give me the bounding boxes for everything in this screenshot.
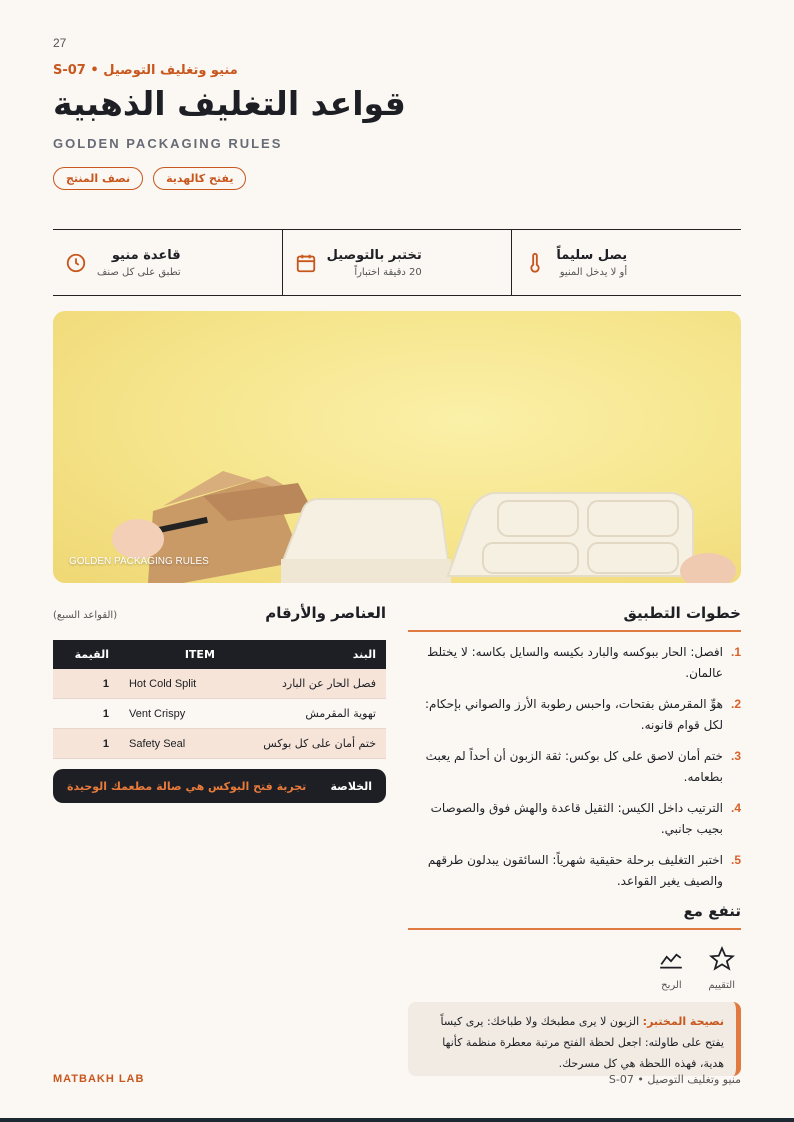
page-number: 27 [53,36,67,50]
uses-title: تنفع مع [683,902,741,920]
section-eyebrow: S-07 • منيو وتغليف التوصيل [53,63,238,78]
list-item [408,798,741,840]
step-text: ختم أمان لاصق على كل بوكس: ثقة الزبون أن أحداً لم يعبث بطعامه. [425,749,723,784]
page-subtitle: GOLDEN PACKAGING RULES [53,136,283,151]
step-number: 1. [730,645,741,659]
page-title: قواعد التغليف الذهبية [53,84,406,123]
elements-table [53,640,386,759]
stat-menu-rule [53,230,283,295]
cell-value: 1 [53,729,119,759]
stat-title: يصل سليماً [556,247,628,263]
steps-header [408,604,741,632]
list-item [408,642,741,684]
step-text: اختبر التغليف برحلة حقيقية شهرياً: السائقون يبدلون طرقهم والصيف يغير القواعد. [427,853,723,888]
summary-bar [53,769,386,803]
tag-half-product[interactable]: نصف المنتج [53,167,143,190]
stats-bar [53,229,741,296]
stat-sub: 20 دقيقة اختباراً [354,266,422,278]
cell-item-ar: تهوية المقرمش [225,699,386,729]
stat-arrives-safe [512,230,741,295]
bottom-bar [0,1118,794,1122]
steps-title: خطوات التطبيق [623,604,741,622]
use-profit[interactable] [658,946,684,991]
use-rating[interactable] [708,946,735,991]
elements-header [53,604,386,630]
footer-brand: MATBAKH LAB [53,1073,145,1085]
list-item [408,694,741,736]
profit-chart-icon [658,946,684,972]
stat-sub: تطبق على كل صنف [97,266,181,278]
cell-item-en: Vent Crispy [119,699,225,729]
thermometer-icon [524,252,546,274]
table-row [53,729,386,759]
stat-title: قاعدة منيو [111,247,181,263]
step-text: هوِّ المقرمش بفتحات، واحبس رطوبة الأرز والصواني بإحكام: لكل قوام قانونه. [425,697,723,732]
packaging-illustration [53,311,741,583]
hero-caption: GOLDEN PACKAGING RULES [69,556,209,567]
steps-list [408,642,741,892]
uses-list [408,946,741,991]
step-number: 3. [730,749,741,763]
list-item [408,850,741,892]
cell-item-en: Safety Seal [119,729,225,759]
step-number: 2. [730,697,741,711]
cell-value: 1 [53,669,119,699]
elements-note: (القواعد السبع) [53,610,118,621]
col-header-value: القيمة [53,640,119,669]
cell-item-ar: فصل الحار عن البارد [225,669,386,699]
elements-title: العناصر والأرقام [265,604,386,622]
step-text: افصل: الحار ببوكسه والبارد بكيسه والسايل بكاسه: لا يختلط عالمان. [427,645,723,680]
hero-image [53,311,741,583]
uses-header [408,902,741,930]
tip-text: الزبون لا يرى مطبخك ولا طباخك: يرى كيساً يفتح على طاولته: اجعل لحظة الفتح مرتبة معطرة منظمة كأنها هدية، فهذه اللحظة هي كل مسرحك. [440,1015,724,1070]
footer-reference: S-07 • منيو وتغليف التوصيل [608,1073,741,1086]
col-header-item-en: ITEM [119,640,225,669]
stat-sub: أو لا يدخل المنيو [559,266,628,278]
list-item [408,746,741,788]
use-label: التقييم [708,980,735,991]
table-row [53,669,386,699]
col-header-item-ar: البند [225,640,386,669]
step-text: الترتيب داخل الكيس: الثقيل قاعدة والهش فوق والصوصات بجيب جانبي. [430,801,723,836]
calendar-icon [295,252,317,274]
star-icon [709,946,735,972]
cell-item-en: Hot Cold Split [119,669,225,699]
step-number: 5. [730,853,741,867]
summary-label: الخلاصة [330,779,372,793]
tag-opens-like-gift[interactable]: يفتح كالهدية [153,167,246,190]
summary-text: تجربة فتح البوكس هي صالة مطعمك الوحيدة [67,779,307,793]
tip-label: نصيحة المختبر: [642,1015,724,1028]
clock-icon [65,252,87,274]
elements-section [53,604,386,803]
lab-tip [408,1002,741,1076]
use-label: الربح [661,980,682,991]
step-number: 4. [730,801,741,815]
cell-value: 1 [53,699,119,729]
steps-section [408,604,741,991]
table-row [53,699,386,729]
stat-delivery-test [283,230,513,295]
cell-item-ar: ختم أمان على كل بوكس [225,729,386,759]
tag-list [53,167,246,190]
stat-title: تختبر بالتوصيل [326,247,422,263]
